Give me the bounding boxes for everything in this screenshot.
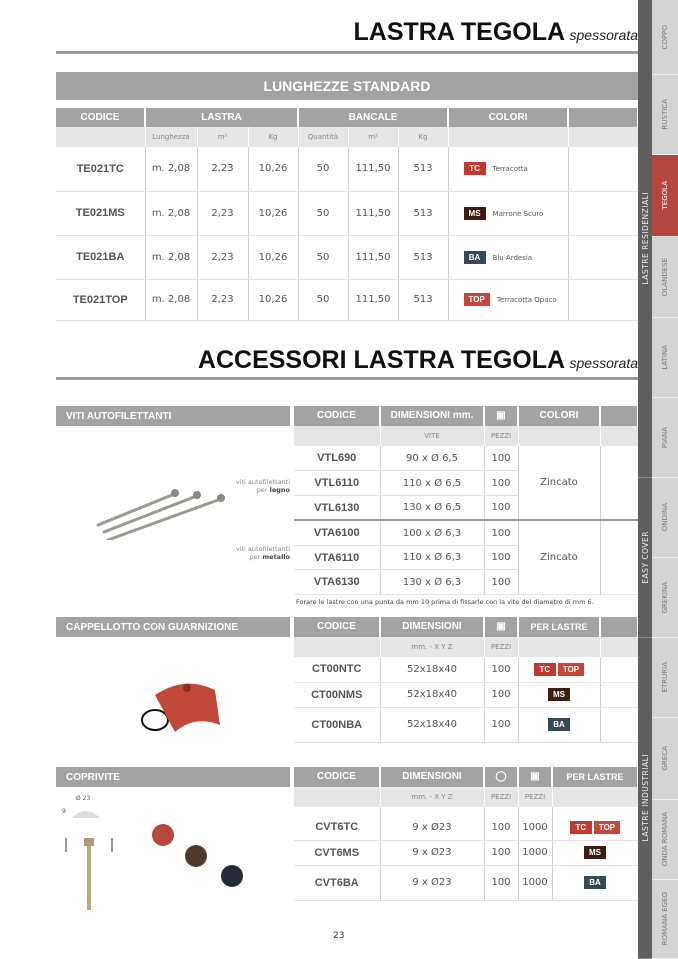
diameter-label: Ø 23 xyxy=(76,795,91,802)
table-cell xyxy=(294,426,380,446)
table-cell xyxy=(448,127,568,147)
divider xyxy=(56,377,638,380)
table-cell xyxy=(448,235,568,279)
viti-bar: VITI AUTOFILETTANTI xyxy=(56,406,290,426)
table-cell: 52x18x40 xyxy=(380,707,484,742)
table-cell: TE021MS xyxy=(56,191,145,235)
sub-pezzi: PEZZI xyxy=(484,787,518,807)
sub-pezzi: PEZZI xyxy=(484,637,518,657)
table-cell: VTA6100 xyxy=(294,520,380,545)
page-number: 23 xyxy=(333,931,345,941)
table-cell: 9 x Ø23 xyxy=(380,865,484,900)
table-cell: 10,26 xyxy=(248,147,298,191)
table-cell xyxy=(600,520,638,594)
table-cell: 100 xyxy=(484,657,518,682)
table-cell: 130 x Ø 6,5 xyxy=(380,496,484,521)
sub-pezzi: PEZZI xyxy=(518,787,552,807)
color-value: Zincato xyxy=(518,520,600,594)
color-badge: TOP xyxy=(464,293,490,306)
table-cell xyxy=(568,235,638,279)
table-cell xyxy=(518,707,600,742)
table-cell: TE021BA xyxy=(56,235,145,279)
sidebar-group: LASTRE INDUSTRIALI xyxy=(638,638,652,959)
table-cell: m. 2,08 xyxy=(145,235,197,279)
table-cell: 50 xyxy=(298,235,348,279)
sidebar-tab-greca[interactable]: GRECA xyxy=(652,718,678,800)
sidebar-group: EASY COVER xyxy=(638,478,652,638)
sidebar-tab-rustica[interactable]: RUSTICA xyxy=(652,75,678,155)
table-cell xyxy=(518,657,600,682)
table-cell: 9 x Ø23 xyxy=(380,815,484,840)
empty xyxy=(294,637,380,657)
header-dimensioni: DIMENSIONI xyxy=(380,617,484,637)
title-main: LASTRA TEGOLA xyxy=(353,18,566,46)
sidebar-group: LASTRE RESIDENZIALI xyxy=(638,0,652,478)
viti-table xyxy=(294,406,639,595)
sub-dimensioni: mm. - X Y Z xyxy=(380,637,484,657)
sub-dimensioni: mm. - X Y Z xyxy=(380,787,484,807)
sidebar-tab-onda-romana[interactable]: ONDA ROMANA xyxy=(652,800,678,880)
standard-table xyxy=(56,108,639,321)
color-name: Marrone Scuro xyxy=(492,209,544,218)
header-codice: CODICE xyxy=(294,406,380,426)
table-cell xyxy=(552,865,638,900)
table-cell: 100 xyxy=(484,840,518,865)
table-cell: CT00NMS xyxy=(294,682,380,707)
table-cell xyxy=(448,191,568,235)
sub-pezzi: PEZZI xyxy=(484,426,518,446)
table-cell xyxy=(56,127,145,147)
bag-icon: ◯ xyxy=(484,767,518,787)
table-cell: 100 xyxy=(484,865,518,900)
table-cell xyxy=(448,279,568,320)
table-cell: 513 xyxy=(398,279,448,320)
table-cell xyxy=(294,787,380,807)
header-cell xyxy=(600,617,638,637)
sub-m2: m² xyxy=(197,127,248,147)
table-cell: 100 xyxy=(484,471,518,496)
table-cell: 52x18x40 xyxy=(380,682,484,707)
table-cell: 9 x Ø23 xyxy=(380,840,484,865)
color-badge: BA xyxy=(584,876,606,889)
table-cell xyxy=(568,191,638,235)
table-cell xyxy=(380,807,484,815)
header-colori: COLORI xyxy=(518,406,600,426)
table-cell xyxy=(294,807,380,815)
color-badge: TC xyxy=(570,821,592,834)
color-badge: BA xyxy=(548,718,570,731)
color-badge: MS xyxy=(584,846,606,859)
table-cell: 2,23 xyxy=(197,235,248,279)
header-dimensioni: DIMENSIONI mm. xyxy=(380,406,484,426)
sidebar-tab-grekina[interactable]: GREKINA xyxy=(652,558,678,638)
cappellotto-bar: CAPPELLOTTO CON GUARNIZIONE xyxy=(56,617,290,637)
sidebar-tab-etruria[interactable]: ETRURIA xyxy=(652,638,678,718)
color-badge: TOP xyxy=(558,663,584,676)
table-cell xyxy=(600,707,638,742)
title-sub: spessorata xyxy=(569,27,638,43)
sidebar-tab-olandese[interactable]: OLANDESE xyxy=(652,237,678,318)
table-row xyxy=(56,279,638,320)
header-codice: CODICE xyxy=(56,108,145,127)
table-cell: CT00NTC xyxy=(294,657,380,682)
table-cell: m. 2,08 xyxy=(145,147,197,191)
page-title xyxy=(354,18,639,47)
sub-kg: Kg xyxy=(398,127,448,147)
cappellotto-table xyxy=(294,617,639,743)
table-cell: 513 xyxy=(398,191,448,235)
section-title xyxy=(198,346,638,375)
table-cell xyxy=(552,807,638,815)
header-per-lastre: PER LASTRE xyxy=(552,767,638,787)
table-cell: TE021TOP xyxy=(56,279,145,320)
table-cell: 110 x Ø 6,5 xyxy=(380,471,484,496)
title-main: ACCESSORI LASTRA TEGOLA xyxy=(197,346,566,374)
table-cell: 100 xyxy=(484,446,518,471)
table-cell: 130 x Ø 6,3 xyxy=(380,570,484,595)
color-badge: MS xyxy=(464,207,486,220)
table-cell xyxy=(552,815,638,840)
table-cell: 2,23 xyxy=(197,147,248,191)
table-cell: CT00NBA xyxy=(294,707,380,742)
table-cell: m. 2,08 xyxy=(145,191,197,235)
table-row xyxy=(294,682,638,707)
table-row xyxy=(294,657,638,682)
table-cell: 1000 xyxy=(518,815,552,840)
table-cell: 2,23 xyxy=(197,279,248,320)
drilling-note: Forare le lastre con una punta da mm 10 prima di fissarle con la vite del diametro di mm 6. xyxy=(296,598,594,606)
table-row xyxy=(294,865,638,900)
header-colori: COLORI xyxy=(448,108,568,127)
table-row xyxy=(294,707,638,742)
sub-quantita: Quantità xyxy=(298,127,348,147)
table-cell: 111,50 xyxy=(348,191,398,235)
coprivite-bar: COPRIVITE xyxy=(56,767,290,787)
divider xyxy=(56,51,638,54)
sub-m2: m² xyxy=(348,127,398,147)
coprivite-table xyxy=(294,767,639,901)
table-cell xyxy=(518,682,600,707)
color-badge: MS xyxy=(548,688,570,701)
header-codice: CODICE xyxy=(294,617,380,637)
table-cell xyxy=(518,637,600,657)
table-row xyxy=(294,446,638,471)
table-cell xyxy=(448,147,568,191)
table-cell xyxy=(518,426,600,446)
sub-kg: Kg xyxy=(248,127,298,147)
screw-cover-image xyxy=(60,800,250,915)
color-badge: TC xyxy=(464,162,486,175)
table-cell xyxy=(518,807,552,815)
table-cell xyxy=(484,807,518,815)
table-cell: VTA6110 xyxy=(294,545,380,570)
table-cell: 100 xyxy=(484,570,518,595)
table-cell: CVT6BA xyxy=(294,865,380,900)
table-cell: VTL6130 xyxy=(294,496,380,521)
color-name: Terracotta Opaco xyxy=(496,296,557,304)
sidebar-tab-latina[interactable]: LATINA xyxy=(652,318,678,398)
box-icon: ▣ xyxy=(484,617,518,637)
color-badge: TC xyxy=(534,663,556,676)
height-label: 9 xyxy=(62,808,66,815)
table-cell xyxy=(600,682,638,707)
table-cell: VTA6130 xyxy=(294,570,380,595)
table-cell: 10,26 xyxy=(248,279,298,320)
table-cell xyxy=(568,127,638,147)
table-cell: 1000 xyxy=(518,840,552,865)
table-cell: TE021TC xyxy=(56,147,145,191)
header-cell xyxy=(600,406,638,426)
table-cell: 90 x Ø 6,5 xyxy=(380,446,484,471)
header-lastra: LASTRA xyxy=(145,108,298,127)
table-cell: 100 xyxy=(484,520,518,545)
table-cell: 111,50 xyxy=(348,279,398,320)
table-cell xyxy=(568,279,638,320)
color-name: Terracotta xyxy=(492,165,528,174)
table-cell xyxy=(568,147,638,191)
table-cell: 110 x Ø 6,3 xyxy=(380,545,484,570)
label-metallo: viti autofilettanti per metallo xyxy=(235,545,290,561)
table-cell: 50 xyxy=(298,147,348,191)
title-sub: spessorata xyxy=(569,355,638,371)
standard-lengths-bar: LUNGHEZZE STANDARD xyxy=(56,72,638,100)
sub-lunghezza: Lunghezza xyxy=(145,127,197,147)
screws-image xyxy=(90,480,230,540)
table-cell: 52x18x40 xyxy=(380,657,484,682)
table-cell: VTL6110 xyxy=(294,471,380,496)
table-cell: 513 xyxy=(398,235,448,279)
color-value: Zincato xyxy=(518,446,600,520)
color-badge: BA xyxy=(464,251,486,264)
header-codice: CODICE xyxy=(294,767,380,787)
table-cell xyxy=(552,787,638,807)
table-cell: CVT6TC xyxy=(294,815,380,840)
table-row xyxy=(294,840,638,865)
table-cell: 100 x Ø 6,3 xyxy=(380,520,484,545)
header-per-lastre: PER LASTRE xyxy=(518,617,600,637)
table-row xyxy=(56,235,638,279)
table-cell xyxy=(600,637,638,657)
table-cell: 100 xyxy=(484,707,518,742)
table-cell: 111,50 xyxy=(348,235,398,279)
table-row xyxy=(56,147,638,191)
table-cell xyxy=(600,657,638,682)
table-cell: 50 xyxy=(298,279,348,320)
table-cell: 513 xyxy=(398,147,448,191)
table-cell: VTL690 xyxy=(294,446,380,471)
header-bancale: BANCALE xyxy=(298,108,448,127)
header-cell xyxy=(568,108,638,127)
table-cell: 2,23 xyxy=(197,191,248,235)
sidebar-tab-ondina[interactable]: ONDINA xyxy=(652,478,678,558)
table-row xyxy=(294,520,638,545)
table-cell: m. 2,08 xyxy=(145,279,197,320)
table-cell: 10,26 xyxy=(248,235,298,279)
table-cell: 10,26 xyxy=(248,191,298,235)
table-cell: 100 xyxy=(484,496,518,521)
color-badge: TOP xyxy=(594,821,620,834)
cap-image xyxy=(135,670,225,740)
table-cell: 1000 xyxy=(518,865,552,900)
sidebar-tab-piana[interactable]: PIANA xyxy=(652,398,678,478)
table-cell: 111,50 xyxy=(348,147,398,191)
table-cell: 100 xyxy=(484,682,518,707)
table-cell xyxy=(600,426,638,446)
box-icon: ▣ xyxy=(484,406,518,426)
table-cell: 100 xyxy=(484,815,518,840)
sidebar-tab-romana-egeo[interactable]: ROMANA EGEO xyxy=(652,880,678,959)
table-cell: 50 xyxy=(298,191,348,235)
sub-vite: VITE xyxy=(380,426,484,446)
header-dimensioni: DIMENSIONI xyxy=(380,767,484,787)
color-name: Blu Ardesia xyxy=(492,253,533,262)
label-legno: viti autofilettanti per legno xyxy=(235,478,290,494)
table-row xyxy=(294,815,638,840)
table-row xyxy=(56,191,638,235)
table-cell xyxy=(600,446,638,520)
sidebar-tab-coppo[interactable]: COPPO xyxy=(652,0,678,75)
sidebar-tab-tegola[interactable]: TEGOLA xyxy=(652,155,678,237)
table-cell xyxy=(552,840,638,865)
box-icon: ▣ xyxy=(518,767,552,787)
table-cell: CVT6MS xyxy=(294,840,380,865)
table-cell: 100 xyxy=(484,545,518,570)
